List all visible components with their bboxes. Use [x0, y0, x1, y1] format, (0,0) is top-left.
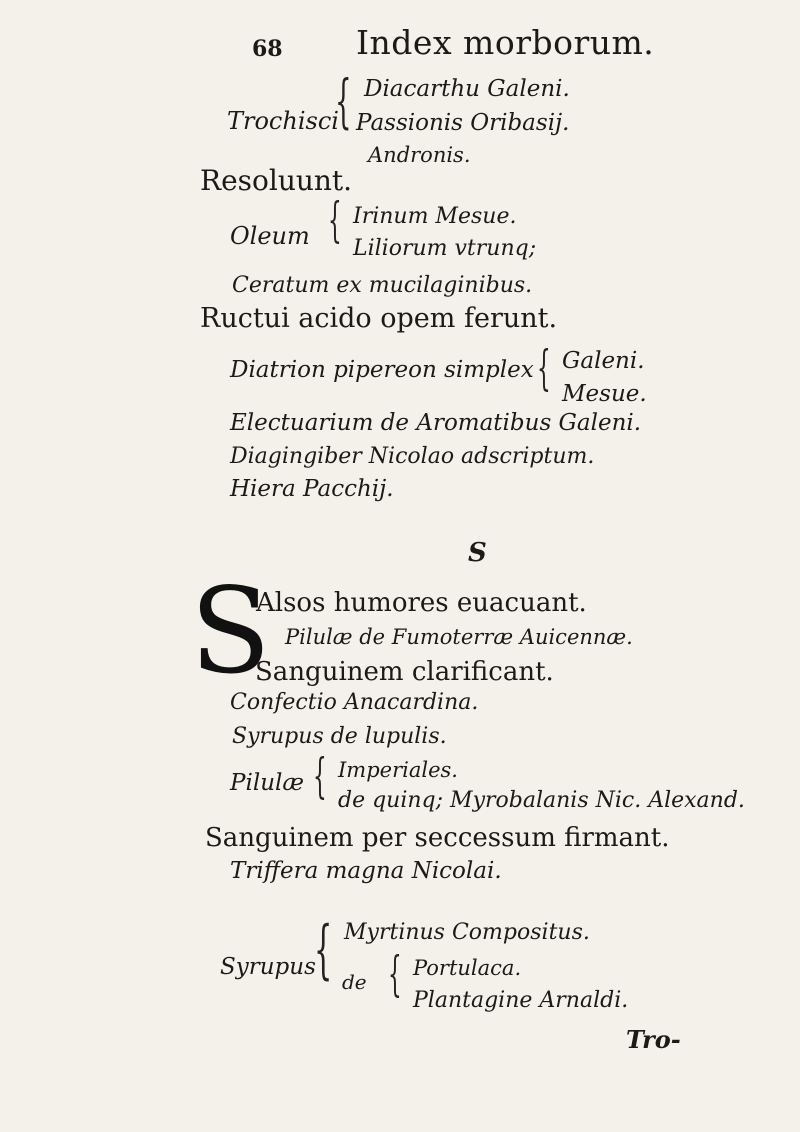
pilulae-item-2: de quinq; Myrobalanis Nic. Alexand. [338, 788, 745, 813]
confectio-line: Confectio Anacardina. [230, 690, 479, 715]
drop-cap-letter: S [190, 562, 271, 700]
trochisci-label: Trochisci [227, 107, 339, 135]
oleum-item-2: Liliorum vtrunq; [353, 236, 537, 261]
salsos-heading: Alsos humores euacuant. [256, 588, 587, 618]
ceratum-line: Ceratum ex mucilaginibus. [232, 273, 533, 298]
sanguinem-firmant-heading: Sanguinem per seccessum firmant. [205, 823, 670, 853]
trochisci-item-3: Andronis. [368, 143, 471, 167]
electuarium-line: Electuarium de Aromatibus Galeni. [230, 410, 642, 436]
three-way-brace: { [314, 913, 333, 987]
pilulae-item-1: Imperiales. [338, 758, 458, 782]
diatrion-item-2: Mesue. [562, 381, 647, 407]
ructui-heading: Ructui acido opem ferunt. [200, 303, 558, 334]
three-way-brace: { [335, 67, 352, 135]
section-letter: S [468, 538, 487, 568]
syrupus-lupulis-line: Syrupus de lupulis. [232, 724, 447, 749]
sanguinem-clarificant-heading: Sanguinem clarificant. [255, 657, 554, 687]
de-word: de [342, 970, 367, 994]
de-item-1: Portulaca. [413, 956, 522, 980]
diagingiber-line: Diagingiber Nicolao adscriptum. [230, 444, 595, 469]
diatrion-label: Diatrion pipereon simplex [230, 357, 534, 383]
catchword: Tro- [626, 1025, 681, 1054]
pilulae-fumoterrae-line: Pilulæ de Fumoterræ Auicennæ. [285, 625, 633, 649]
myrtinus-line: Myrtinus Compositus. [344, 920, 590, 945]
triffera-line: Triffera magna Nicolai. [230, 858, 502, 884]
two-way-brace: { [537, 340, 551, 396]
de-item-2: Plantagine Arnaldi. [413, 988, 629, 1013]
resoluunt-heading: Resoluunt. [200, 164, 353, 197]
oleum-label: Oleum [230, 222, 310, 250]
two-way-brace: { [388, 946, 402, 1002]
oleum-item-1: Irinum Mesue. [353, 204, 517, 229]
hiera-line: Hiera Pacchij. [230, 476, 394, 502]
two-way-brace: { [328, 192, 342, 248]
pilulae-label: Pilulæ [230, 770, 304, 796]
trochisci-item-1: Diacarthu Galeni. [364, 76, 570, 102]
page-number: 68 [252, 36, 283, 62]
trochisci-item-2: Passionis Oribasij. [356, 110, 570, 136]
two-way-brace: { [313, 748, 327, 804]
diatrion-item-1: Galeni. [562, 348, 645, 374]
running-title: Index morborum. [356, 23, 655, 62]
syrupus-label: Syrupus [220, 954, 316, 980]
